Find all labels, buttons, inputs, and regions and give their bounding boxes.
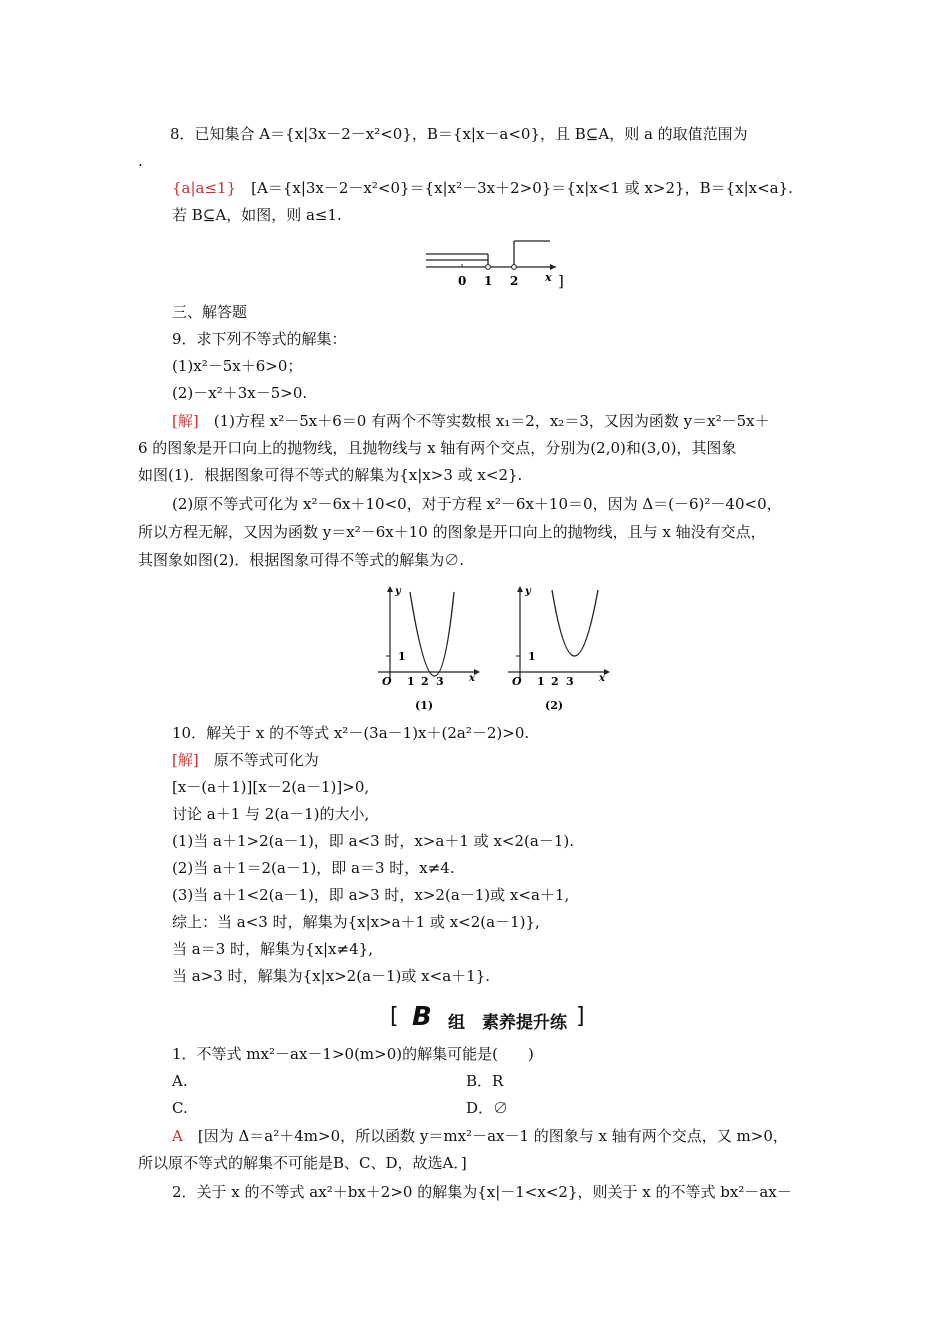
text-line-q10 <box>172 723 529 743</box>
text-run: (2)原不等式可化为 x²－6x＋10<0，对于方程 x²－6x＋10＝0，因为 Δ＝(－6)²－40<0， <box>172 495 782 513</box>
text-line-q9-sol2 <box>138 438 736 458</box>
text-run: [x－(a＋1)][x－2(a－1)]>0, <box>172 778 370 796</box>
text-run: C. <box>172 1099 188 1117</box>
tick-1: 1 <box>484 274 493 288</box>
text-line-b1-a <box>172 1071 188 1091</box>
text-run: A <box>172 1127 183 1145</box>
text-line-q8 <box>170 124 748 144</box>
text-line-b2 <box>172 1182 792 1202</box>
tick-0: 0 <box>458 274 467 288</box>
section-banner-b <box>390 1002 590 1034</box>
svg-text:1: 1 <box>407 675 415 688</box>
text-line-q9-sol5 <box>138 522 766 542</box>
text-run: 其图象如图(2)．根据图象可得不等式的解集为∅. <box>138 551 465 569</box>
text-run: 9．求下列不等式的解集： <box>172 330 347 348</box>
text-line-q8-ans <box>172 178 793 198</box>
text-run: A. <box>172 1072 188 1090</box>
text-line-sec3 <box>172 302 247 322</box>
text-line-b1-b <box>466 1071 503 1091</box>
text-run: (2)当 a＋1＝2(a－1)，即 a＝3 时，x≠4. <box>172 859 455 877</box>
text-line-q10-1 <box>172 777 369 797</box>
open-point-1 <box>486 265 491 270</box>
caption-1: (1) <box>415 699 434 712</box>
text-run: 所以原不等式的解集不可能是B、C、D，故选A．] <box>138 1154 467 1172</box>
text-run: 当 a＝3 时，解集为{x|x≠4}, <box>172 940 373 958</box>
text-line-b1-c <box>172 1098 188 1118</box>
text-run: 综上：当 a<3 时，解集为{x|x>a＋1 或 x<2(a－1)}, <box>172 913 540 931</box>
text-run: . <box>138 152 143 170</box>
text-line-q9 <box>172 329 347 349</box>
text-line-q9-1 <box>172 356 302 376</box>
parabola-curve <box>410 592 454 676</box>
parabola-figure-2 <box>500 582 620 714</box>
text-line-q10-sol <box>172 750 319 770</box>
text-line-q8-ans2 <box>172 205 342 225</box>
text-line-q9-sol6 <box>138 550 464 570</box>
text-run: 当 a>3 时，解集为{x|x>2(a－1)或 x<a＋1}. <box>172 967 491 985</box>
text-run: [因为 Δ＝a²＋4m>0，所以函数 y＝mx²－ax－1 的图象与 x 轴有两个交点，又 m>0， <box>182 1127 788 1145</box>
text-line-b1-ans2 <box>138 1153 467 1173</box>
text-run: 讨论 a＋1 与 2(a－1)的大小, <box>172 805 370 823</box>
text-run: 10．解关于 x 的不等式 x²－(3a－1)x＋(2a²－2)>0. <box>172 724 530 742</box>
text-run: [A＝{x|3x－2－x²<0}＝{x|x²－3x＋2>0}＝{x|x<1 或 x>2}，B＝{x|x<a}. <box>236 179 793 197</box>
text-run: 若 B⊆A，如图，则 a≤1. <box>172 206 342 224</box>
text-line-q10-8 <box>172 966 490 986</box>
tick-2: 2 <box>510 274 519 288</box>
bracket-close: ] <box>558 272 564 290</box>
banner-bracket-close: ] <box>576 1004 585 1029</box>
text-line-q10-3 <box>172 831 574 851</box>
svg-text:2: 2 <box>421 675 429 688</box>
text-run: (1)方程 x²－5x＋6＝0 有两个不等实数根 x₁＝2，x₂＝3，又因为函数 y＝x²－5x＋ <box>198 412 770 430</box>
parabola-curve <box>552 590 598 656</box>
text-run: 所以方程无解，又因为函数 y＝x²－6x＋10 的图象是开口向上的抛物线，且与 x 轴没有交点， <box>138 523 766 541</box>
text-run: 8．已知集合 A＝{x|3x－2－x²<0}，B＝{x|x－a<0}，且 B⊆A，则 a 的取值范围为 <box>170 125 748 143</box>
text-line-q10-6 <box>172 912 540 932</box>
text-line-q10-7 <box>172 939 373 959</box>
text-line-q10-5 <box>172 885 569 905</box>
text-run: (3)当 a＋1<2(a－1)，即 a>3 时，x>2(a－1)或 x<a＋1, <box>172 886 570 904</box>
parabola-figure-1 <box>370 582 490 714</box>
text-line-b1-ans <box>172 1126 788 1146</box>
text-line-b1-d <box>466 1098 508 1118</box>
svg-text:2: 2 <box>551 675 559 688</box>
svg-text:O: O <box>512 675 522 688</box>
text-run: 2．关于 x 的不等式 ax²＋bx＋2>0 的解集为{x|－1<x<2}，则关于 x 的不等式 bx²－ax－ <box>172 1183 792 1201</box>
banner-title: 组 素养提升练 <box>448 1013 567 1033</box>
svg-text:3: 3 <box>566 675 574 688</box>
text-run: 如图(1)．根据图象可得不等式的解集为{x|x>3 或 x<2}. <box>138 466 523 484</box>
text-line-q8-blank <box>138 151 143 171</box>
svg-text:O: O <box>382 675 392 688</box>
caption-2: (2) <box>545 699 564 712</box>
text-run: 三、解答题 <box>172 303 248 321</box>
text-run: [解] <box>172 412 199 430</box>
svg-text:1: 1 <box>528 650 536 663</box>
text-line-q9-sol4 <box>172 494 782 514</box>
text-line-q10-4 <box>172 858 455 878</box>
text-run: 6 的图象是开口向上的抛物线，且抛物线与 x 轴有两个交点，分别为(2,0)和(3,0)，其图象 <box>138 439 737 457</box>
number-line-figure <box>420 234 580 292</box>
text-run: {a|a≤1} <box>172 179 237 197</box>
text-line-q10-2 <box>172 804 369 824</box>
text-run: (2)－x²＋3x－5>0. <box>172 384 308 402</box>
svg-text:y: y <box>395 586 401 597</box>
text-line-q9-2 <box>172 383 307 403</box>
text-line-q9-sol3 <box>138 465 522 485</box>
svg-text:3: 3 <box>436 675 444 688</box>
text-run: 1．不等式 mx²－ax－1>0(m>0)的解集可能是( ) <box>172 1045 534 1063</box>
text-run: D．∅ <box>466 1099 509 1117</box>
svg-text:x: x <box>599 673 605 684</box>
text-line-b1 <box>172 1044 534 1064</box>
text-run: [解] <box>172 751 199 769</box>
banner-bracket-open: [ <box>390 1004 399 1029</box>
arrow-head <box>550 264 556 270</box>
text-run: 原不等式可化为 <box>198 751 319 769</box>
text-run: (1)当 a＋1>2(a－1)，即 a<3 时，x>a＋1 或 x<2(a－1). <box>172 832 574 850</box>
svg-text:1: 1 <box>537 675 545 688</box>
banner-letter: B <box>412 1002 432 1032</box>
axis-x-label: x <box>545 271 552 284</box>
open-point-2 <box>512 265 517 270</box>
text-run: B．R <box>466 1072 504 1090</box>
svg-text:y: y <box>525 586 531 597</box>
svg-text:1: 1 <box>398 650 406 663</box>
text-run: (1)x²－5x＋6>0； <box>172 357 303 375</box>
text-line-q9-sol1 <box>172 411 770 431</box>
svg-text:x: x <box>469 673 475 684</box>
